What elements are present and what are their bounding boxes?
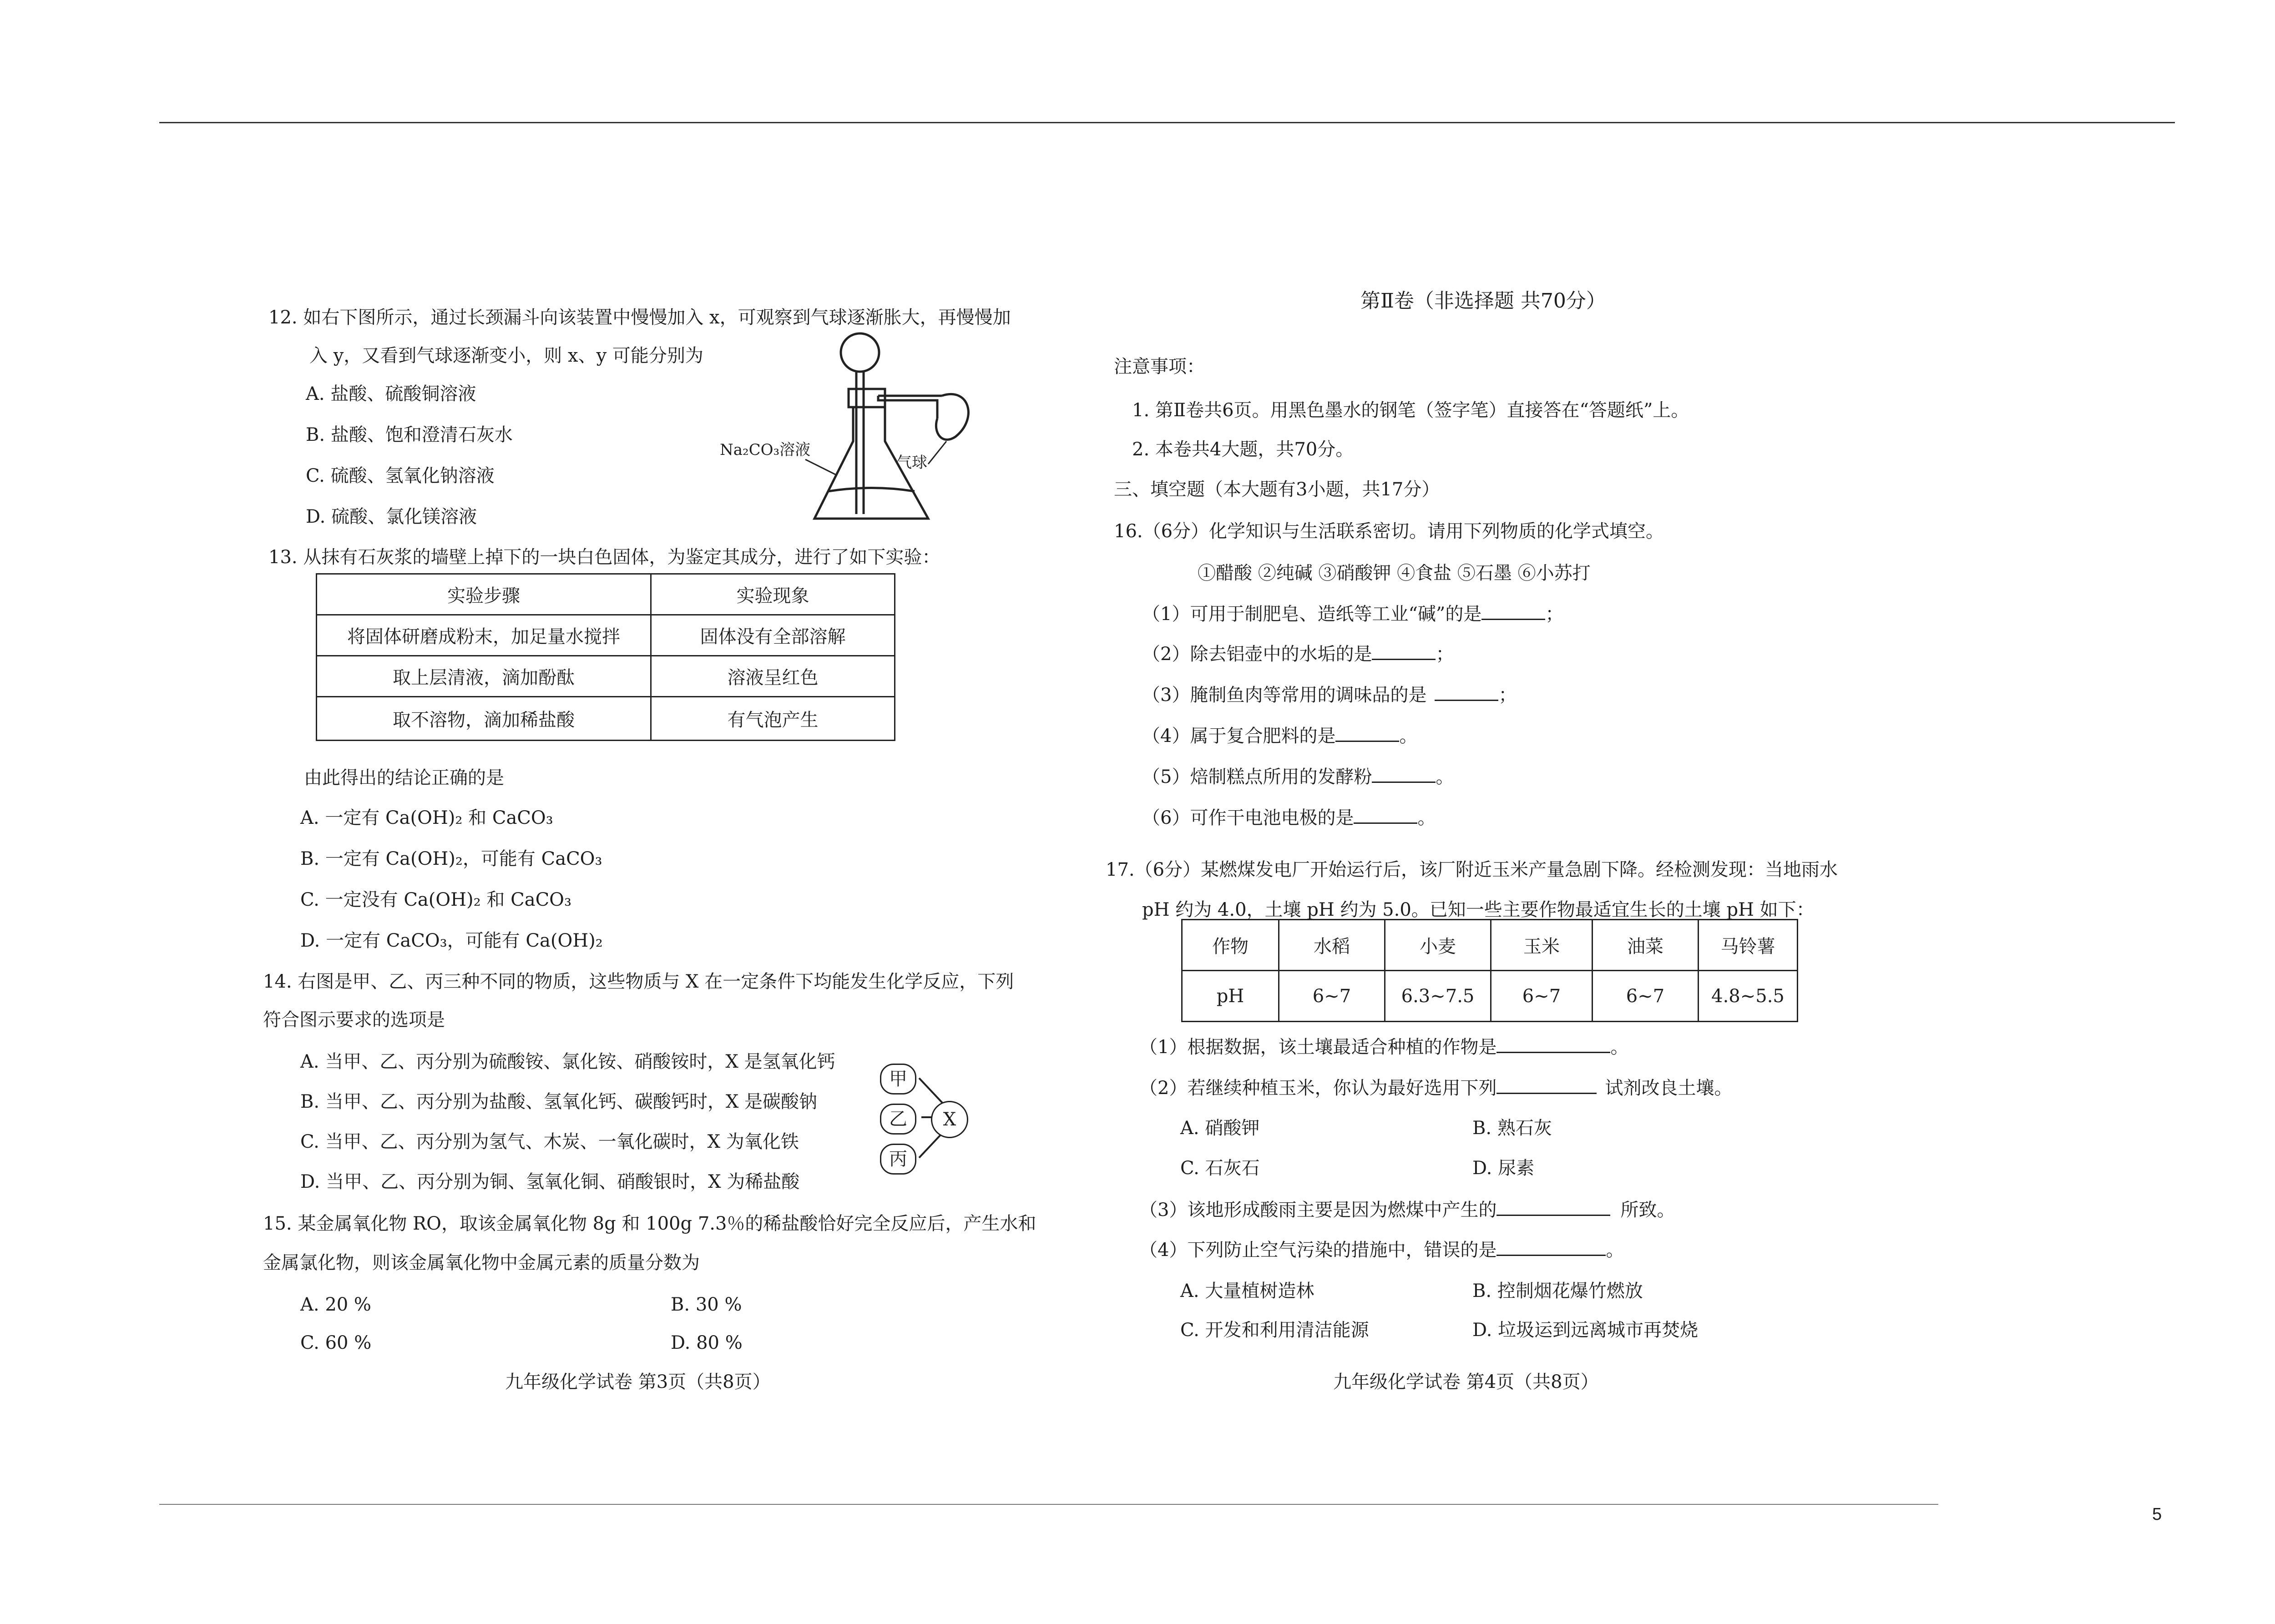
q13-cell: 有气泡产生 (651, 697, 895, 741)
q16-item-5: （5）焙制糕点所用的发酵粉 。 (1142, 767, 1454, 787)
q13-option-b: B. 一定有 Ca(OH)₂，可能有 CaCO₃ (300, 848, 602, 869)
q14-option-a: A. 当甲、乙、丙分别为硫酸铵、氯化铵、硝酸铵时，X 是氢氧化钙 (300, 1051, 835, 1072)
q12-option-c: C. 硫酸、氢氧化钠溶液 (306, 465, 495, 486)
section-title: 第Ⅱ卷（非选择题 共70分） (1360, 289, 1606, 313)
q17-cell: 6~7 (1279, 971, 1385, 1022)
notice-1: 1. 第Ⅱ卷共6页。用黑色墨水的钢笔（签字笔）直接答在“答题纸”上。 (1132, 400, 1689, 421)
q14-stem-line1: 14. 右图是甲、乙、丙三种不同的物质，这些物质与 X 在一定条件下均能发生化学反应，下列 (263, 971, 1014, 992)
q15-stem-line2: 金属氯化物，则该金属氧化物中金属元素的质量分数为 (263, 1252, 700, 1273)
notice-2: 2. 本卷共4大题，共70分。 (1132, 439, 1354, 460)
q17-cell: 6~7 (1491, 971, 1592, 1022)
answer-blank[interactable] (1496, 1254, 1606, 1256)
answer-blank[interactable] (1496, 1092, 1597, 1094)
q13-header-steps: 实验步骤 (317, 574, 651, 615)
q12-label-balloon: 气球 (896, 454, 927, 472)
q13-cell: 固体没有全部溶解 (651, 615, 895, 656)
q14-stem-line2: 符合图示要求的选项是 (263, 1009, 445, 1030)
q17-sub1: （1）根据数据，该土壤最适合种植的作物是 。 (1139, 1037, 1629, 1058)
q17-ph-table (1181, 919, 1798, 1022)
q17-sub4-option-b: B. 控制烟花爆竹燃放 (1472, 1281, 1643, 1301)
q17-stem-line1: 17.（6分）某燃煤发电厂开始运行后，该厂附近玉米产量急剧下降。经检测发现：当地雨水 (1106, 859, 1838, 880)
q17-sub2-option-a: A. 硝酸钾 (1180, 1118, 1260, 1139)
q16-item-3: （3）腌制鱼肉等常用的调味品的是 ； (1142, 685, 1517, 706)
q12-option-d: D. 硫酸、氯化镁溶液 (306, 506, 477, 527)
q15-stem-line1: 15. 某金属氧化物 RO，取该金属氧化物 8g 和 100g 7.3％的稀盐酸恰好完全反应后，产生水和 (263, 1213, 1036, 1234)
q12-apparatus-figure (692, 328, 974, 532)
q17-sub4-option-d: D. 垃圾运到远离城市再焚烧 (1472, 1320, 1699, 1341)
q16-item-2: （2）除去铝壶中的水垢的是 ； (1142, 644, 1454, 665)
answer-blank[interactable] (1335, 740, 1399, 742)
notice-title: 注意事项： (1114, 356, 1205, 377)
q13-stem: 13. 从抹有石灰浆的墙壁上掉下的一块白色固体，为鉴定其成分，进行了如下实验： (268, 547, 940, 568)
q16-item-1: （1）可用于制肥皂、造纸等工业“碱”的是 ； (1142, 604, 1564, 625)
q13-cell: 取不溶物，滴加稀盐酸 (317, 697, 651, 741)
q17-cell: 6~7 (1592, 971, 1699, 1022)
q15-option-b: B. 30 % (671, 1294, 742, 1315)
bottom-rule (159, 1504, 1938, 1505)
q12-option-a: A. 盐酸、硫酸铜溶液 (306, 383, 476, 404)
q17-sub2-option-b: B. 熟石灰 (1472, 1118, 1552, 1139)
answer-blank[interactable] (1354, 822, 1417, 824)
q17-sub4-option-c: C. 开发和利用清洁能源 (1180, 1320, 1369, 1341)
q17-cell: 油菜 (1592, 920, 1699, 971)
answer-blank[interactable] (1481, 618, 1545, 620)
q17-cell: 6.3~7.5 (1385, 971, 1491, 1022)
q14-node-x: X (931, 1101, 968, 1138)
answer-blank[interactable] (1372, 781, 1436, 783)
q13-header-phenomena: 实验现象 (651, 574, 895, 615)
answer-blank[interactable] (1496, 1214, 1610, 1216)
q16-stem: 16.（6分）化学知识与生活联系密切。请用下列物质的化学式填空。 (1114, 521, 1664, 542)
q13-conclusion: 由此得出的结论正确的是 (304, 767, 504, 788)
right-page-footer: 九年级化学试卷 第4页（共8页） (1333, 1372, 1599, 1392)
q17-sub2-option-c: C. 石灰石 (1180, 1158, 1260, 1179)
q15-option-c: C. 60 % (300, 1332, 372, 1353)
q17-cell: 玉米 (1491, 920, 1592, 971)
page-number: 5 (2152, 1505, 2162, 1524)
q12-label-solution: Na₂CO₃溶液 (720, 441, 811, 459)
q16-substances: ①醋酸 ②纯碱 ③硝酸钾 ④食盐 ⑤石墨 ⑥小苏打 (1198, 563, 1591, 584)
q13-cell: 取上层清液，滴加酚酞 (317, 656, 651, 697)
answer-blank[interactable] (1435, 699, 1498, 701)
answer-blank[interactable] (1496, 1051, 1610, 1053)
q13-option-c: C. 一定没有 Ca(OH)₂ 和 CaCO₃ (300, 889, 572, 910)
q17-sub4-option-a: A. 大量植树造林 (1180, 1281, 1314, 1301)
q13-option-d: D. 一定有 CaCO₃，可能有 Ca(OH)₂ (300, 930, 603, 951)
q17-cell: 小麦 (1385, 920, 1491, 971)
q17-cell: 作物 (1182, 920, 1279, 971)
q14-node-jia: 甲 (880, 1064, 916, 1094)
q15-option-d: D. 80 % (671, 1332, 743, 1353)
q14-node-yi: 乙 (880, 1104, 916, 1135)
q16-item-4: （4）属于复合肥料的是 。 (1142, 726, 1418, 746)
q17-cell: 水稻 (1279, 920, 1385, 971)
q14-option-b: B. 当甲、乙、丙分别为盐酸、氢氧化钙、碳酸钙时，X 是碳酸钠 (300, 1091, 818, 1112)
q17-sub2: （2）若继续种植玉米，你认为最好选用下列 试剂改良土壤。 (1139, 1078, 1733, 1099)
q12-stem-line1: 12. 如右下图所示，通过长颈漏斗向该装置中慢慢加入 x，可观察到气球逐渐胀大，再慢慢加 (268, 307, 1011, 328)
top-rule (159, 122, 2175, 123)
q17-sub2-option-d: D. 尿素 (1472, 1158, 1535, 1179)
q17-stem-line2: pH 约为 4.0，土壤 pH 约为 5.0。已知一些主要作物最适宜生长的土壤 pH 如下： (1142, 899, 1815, 920)
q12-stem-line2: 入 y，又看到气球逐渐变小，则 x、y 可能分别为 (309, 345, 703, 366)
q17-cell: 4.8~5.5 (1699, 971, 1798, 1022)
q13-option-a: A. 一定有 Ca(OH)₂ 和 CaCO₃ (300, 807, 553, 828)
q13-cell: 溶液呈红色 (651, 656, 895, 697)
q14-option-c: C. 当甲、乙、丙分别为氢气、木炭、一氧化碳时，X 为氧化铁 (300, 1131, 799, 1152)
q14-option-d: D. 当甲、乙、丙分别为铜、氢氧化铜、硝酸银时，X 为稀盐酸 (300, 1171, 800, 1192)
q17-sub3: （3）该地形成酸雨主要是因为燃煤中产生的 所致。 (1139, 1200, 1675, 1221)
q13-cell: 将固体研磨成粉末，加足量水搅拌 (317, 615, 651, 656)
q17-sub4: （4）下列防止空气污染的措施中，错误的是 。 (1139, 1240, 1624, 1261)
q14-node-bing: 丙 (880, 1144, 916, 1175)
q15-option-a: A. 20 % (300, 1294, 371, 1315)
q16-item-6: （6）可作干电池电极的是 。 (1142, 807, 1436, 828)
part3-title: 三、填空题（本大题有3小题，共17分） (1114, 479, 1440, 500)
q17-cell: pH (1182, 971, 1279, 1022)
left-page-footer: 九年级化学试卷 第3页（共8页） (505, 1372, 771, 1392)
q13-experiment-table (316, 573, 895, 741)
q17-cell: 马铃薯 (1699, 920, 1798, 971)
q12-option-b: B. 盐酸、饱和澄清石灰水 (306, 424, 513, 445)
answer-blank[interactable] (1372, 658, 1436, 660)
